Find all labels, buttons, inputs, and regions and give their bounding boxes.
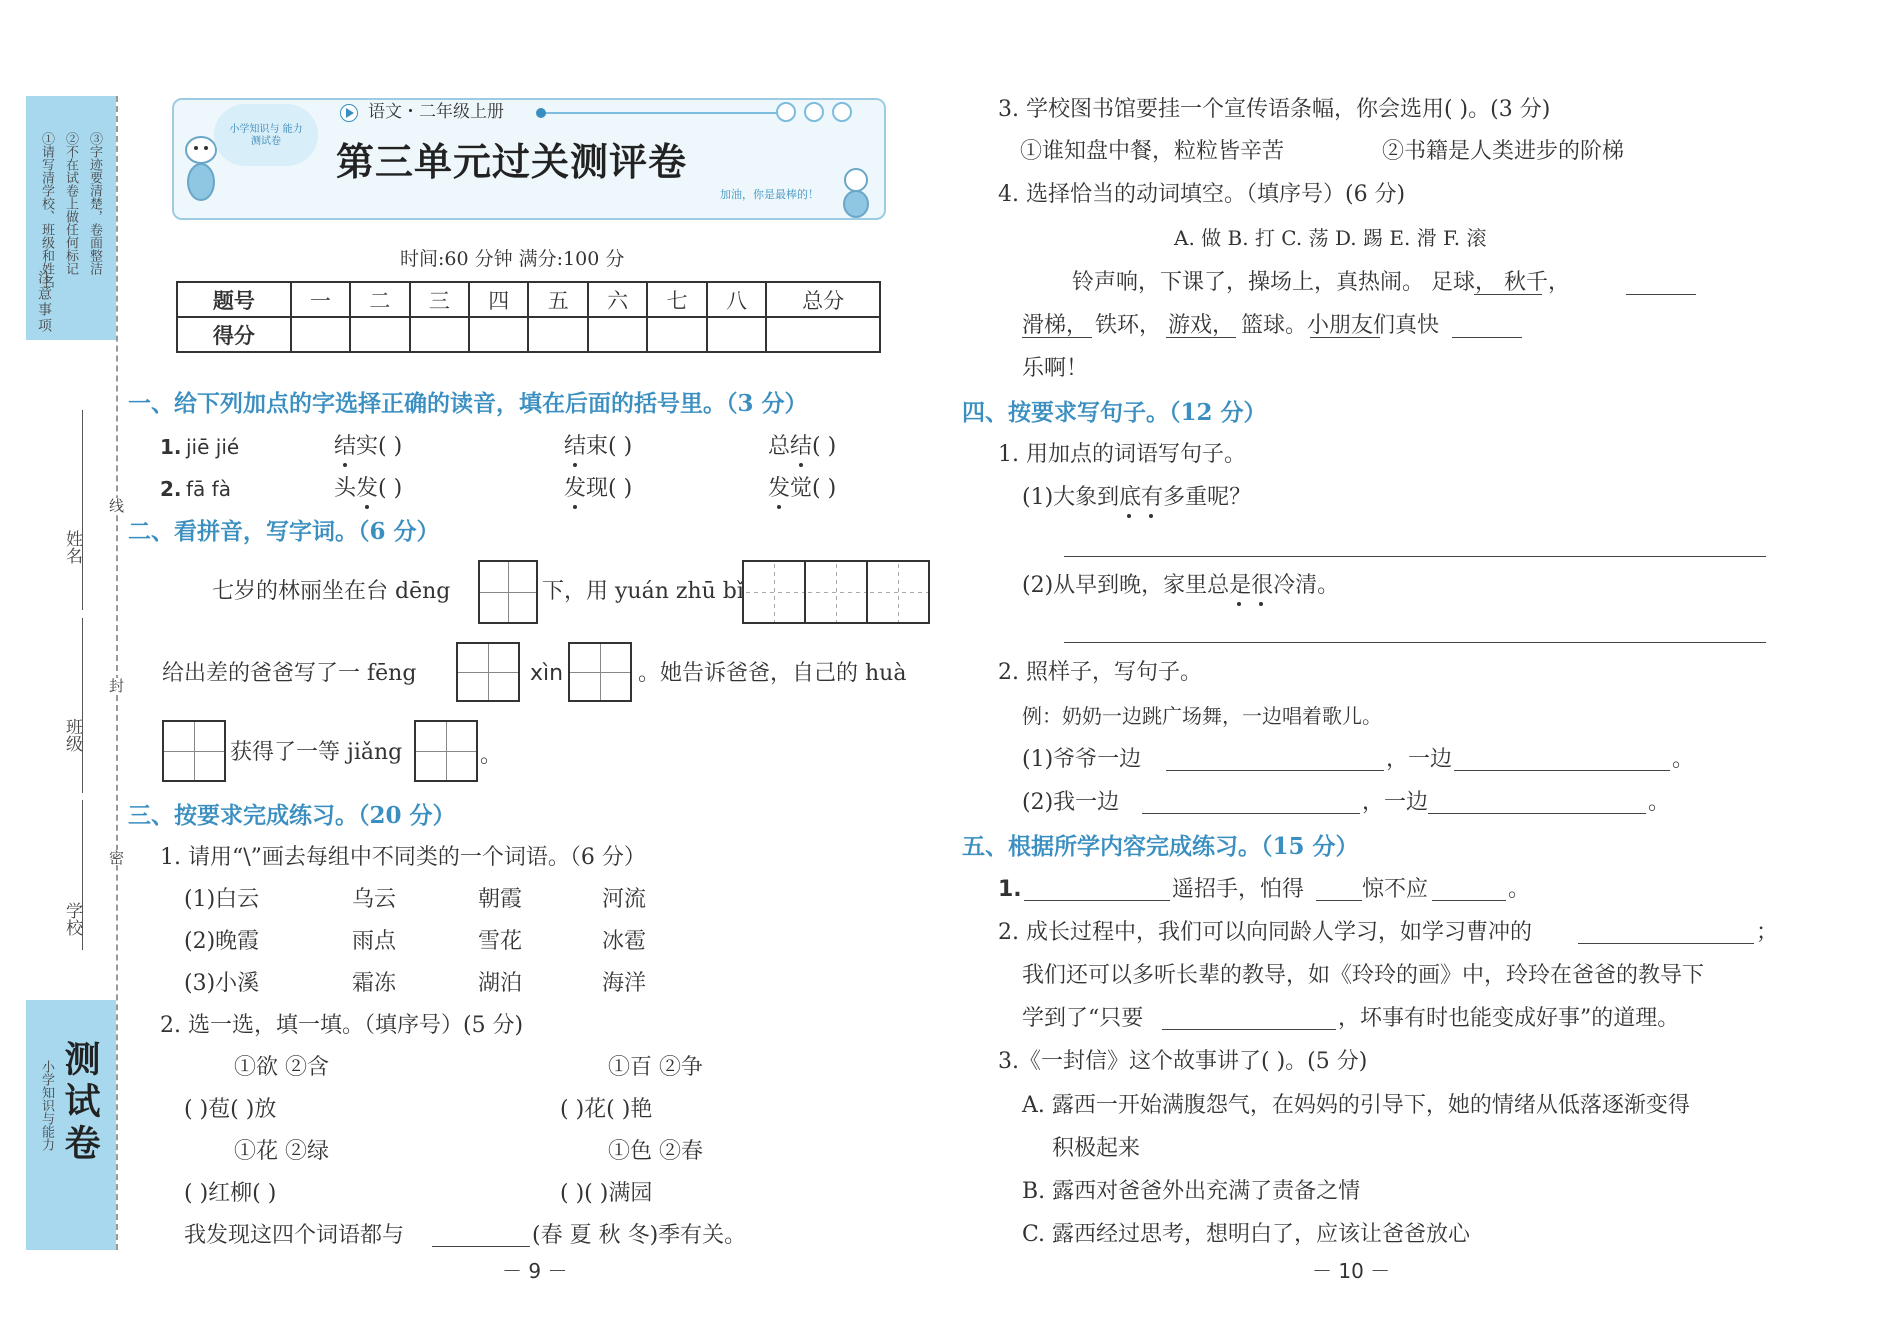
rule-dot [536, 108, 546, 118]
score-cell[interactable] [410, 317, 469, 352]
group-word: 乌云 [352, 887, 397, 912]
emphasis-dot [1127, 514, 1131, 518]
s5-q2-a: 2. 成长过程中，我们可以向同龄人学习，如学习曹冲的 [998, 920, 1532, 945]
s2-line3b: 。 [480, 743, 503, 768]
answer-line[interactable] [1432, 900, 1506, 901]
s4-q2: 2. 照样子，写句子。 [998, 660, 1202, 685]
s1-q1-word1: 结实( ) [334, 434, 403, 459]
emphasis-dot [1149, 514, 1153, 518]
conclusion-b: (春 夏 秋 冬)季有关。 [532, 1223, 747, 1248]
answer-line[interactable] [1452, 337, 1522, 338]
fill-blank[interactable]: ( )苞( )放 [184, 1097, 277, 1122]
answer-line[interactable] [1162, 1029, 1336, 1030]
answer-line[interactable] [1626, 294, 1696, 295]
s2-line1a: 七岁的林丽坐在台 dēng [212, 579, 451, 604]
brand-small: 小学知识与能力 [39, 1060, 54, 1151]
score-value-row [177, 317, 880, 352]
s2-line1b: 下，用 yuán zhū bǐ [542, 579, 744, 604]
cut-mark-mi: 密 [107, 850, 125, 865]
s5-q2-line3a: 学到了“只要 [1022, 1006, 1144, 1031]
answer-line[interactable] [1166, 770, 1384, 771]
flower-icon-2 [804, 102, 824, 122]
exam-info: 时间:60 分钟 满分:100 分 [400, 248, 625, 270]
s5-q2-b: ； [1756, 920, 1779, 945]
s1-q2-num: 2. [160, 477, 182, 501]
s3-q1: 1. 请用“\”画去每组中不同类的一个词语。（6 分） [160, 845, 646, 870]
s1-q2-pinyin: fā fà [186, 477, 231, 501]
score-header-cell: 二 [350, 282, 409, 317]
section-3-title: 三、按要求完成练习。（20 分） [128, 802, 456, 829]
option-set: ①色 ②春 [608, 1139, 703, 1164]
s1-q1-num: 1. [160, 435, 182, 459]
s3-q2: 2. 选一选，填一填。（填序号）(5 分) [160, 1013, 524, 1038]
answer-line[interactable] [1022, 337, 1092, 338]
emphasis-dot [343, 463, 347, 467]
cut-line [116, 96, 118, 1250]
score-header-cell: 四 [469, 282, 528, 317]
group-word: 河流 [602, 887, 647, 912]
s4-e1c: 。 [1672, 747, 1695, 772]
answer-line[interactable] [1316, 900, 1362, 901]
score-cell[interactable] [647, 317, 706, 352]
char-box-group[interactable] [742, 560, 930, 624]
answer-line[interactable] [1024, 900, 1170, 901]
r-q4-options: A. 做 B. 打 C. 荡 D. 踢 E. 滑 F. 滚 [1174, 226, 1487, 250]
section-5-title: 五、根据所学内容完成练习。（15 分） [962, 833, 1359, 860]
s5-q2-line3b: ，坏事有时也能变成好事”的道理。 [1338, 1006, 1680, 1031]
s5-q1-c: 惊不应 [1362, 877, 1429, 902]
answer-line[interactable] [1454, 770, 1670, 771]
emphasis-dot [573, 463, 577, 467]
s5-q1-b: 遥招手，怕得 [1172, 877, 1305, 902]
score-header-cell: 一 [291, 282, 350, 317]
s1-q1-pinyin: jiē jié [186, 435, 240, 459]
score-cell[interactable] [291, 317, 350, 352]
answer-line[interactable] [1064, 642, 1766, 643]
s1-q2-word3: 发觉( ) [768, 476, 837, 501]
s5-q1-d: 。 [1508, 877, 1531, 902]
s2-line2a: 给出差的爸爸写了一 fēng [162, 661, 417, 686]
fill-blank[interactable]: ( )花( )艳 [560, 1097, 653, 1122]
s4-e2b: ，一边 [1362, 790, 1429, 815]
mascot-right-icon [836, 166, 876, 218]
r-q4: 4. 选择恰当的动词填空。（填序号）(6 分) [998, 182, 1406, 207]
score-cell[interactable] [766, 317, 880, 352]
score-cell[interactable] [350, 317, 409, 352]
group-word: 海洋 [602, 971, 647, 996]
r-q4-line3: 乐啊！ [1022, 356, 1089, 381]
s5-q1-num: 1. [998, 877, 1022, 902]
cut-mark-xian: 线 [107, 498, 125, 513]
s2-line3a: 获得了一等 jiǎng [230, 740, 403, 765]
group-word: (2)晚霞 [184, 929, 260, 954]
r-q4-line2: 滑梯， 铁环， 游戏， 篮球。小朋友们真快 [1022, 313, 1439, 338]
option-set: ①花 ②绿 [234, 1139, 329, 1164]
s5-q3-option-c: C. 露西经过思考，想明白了，应该让爸爸放心 [1022, 1222, 1471, 1247]
s4-q1: 1. 用加点的词语写句子。 [998, 442, 1246, 467]
header-rule [540, 112, 780, 114]
score-header-cell: 八 [707, 282, 766, 317]
note-3: ③字迹要清楚，卷面整洁 [87, 132, 102, 275]
name-label: 姓名 [62, 530, 82, 564]
school-label: 学校 [62, 902, 82, 936]
page-number-right: － 10 － [1312, 1259, 1391, 1283]
s4-e1b: ，一边 [1386, 747, 1453, 772]
group-word: 冰雹 [602, 929, 647, 954]
score-cell[interactable] [528, 317, 587, 352]
char-box[interactable] [162, 720, 226, 782]
group-word: (3)小溪 [184, 971, 260, 996]
emphasis-dot [799, 463, 803, 467]
emphasis-dot [1259, 602, 1263, 606]
score-cell[interactable] [707, 317, 766, 352]
answer-line[interactable] [432, 1246, 530, 1247]
score-label-cell: 得分 [177, 317, 291, 352]
page-number-left: － 9 － [502, 1259, 568, 1283]
answer-line[interactable] [1064, 556, 1766, 557]
char-box[interactable] [456, 642, 520, 702]
school-line [82, 800, 83, 950]
s1-q1-word2: 结束( ) [564, 434, 633, 459]
group-word: 雪花 [478, 929, 523, 954]
answer-line[interactable] [1310, 337, 1380, 338]
fill-blank[interactable]: ( )红柳( ) [184, 1181, 277, 1206]
option-set: ①百 ②争 [608, 1055, 703, 1080]
group-word: 霜冻 [352, 971, 397, 996]
s5-q3: 3.《一封信》这个故事讲了( )。(5 分) [998, 1049, 1368, 1074]
score-header-cell: 总分 [766, 282, 880, 317]
class-line [82, 618, 83, 793]
s5-q2-line2: 我们还可以多听长辈的教导，如《玲玲的画》中，玲玲在爸爸的教导下 [1022, 963, 1705, 988]
group-word: (1)白云 [184, 887, 260, 912]
score-cell[interactable] [469, 317, 528, 352]
group-word: 雨点 [352, 929, 397, 954]
subject-label: 语文・二年级上册 [368, 102, 504, 122]
conclusion-a: 我发现这四个词语都与 [184, 1223, 405, 1248]
emphasis-dot [1237, 602, 1241, 606]
s4-e2c: 。 [1648, 790, 1671, 815]
score-header-cell: 七 [647, 282, 706, 317]
score-header-row [177, 282, 880, 317]
exam-title: 第三单元过关测评卷 [336, 139, 688, 184]
cut-mark-feng: 封 [107, 678, 125, 693]
s2-line2b: xìn [530, 661, 564, 686]
flower-icon-3 [832, 102, 852, 122]
notes-label: 注意事项 [36, 270, 52, 334]
s1-q2-word1: 头发( ) [334, 476, 403, 501]
char-box[interactable] [568, 642, 632, 702]
s5-q3-option-b: B. 露西对爸爸外出充满了责备之情 [1022, 1179, 1361, 1204]
answer-line[interactable] [1578, 943, 1754, 944]
r-q3-option-b: ②书籍是人类进步的阶梯 [1382, 139, 1625, 164]
fill-blank[interactable]: ( )( )满园 [560, 1181, 653, 1206]
emphasis-dot [777, 505, 781, 509]
s1-q2-word2: 发现( ) [564, 476, 633, 501]
s1-q1-word3: 总结( ) [768, 434, 837, 459]
s5-q3-option-a2: 积极起来 [1052, 1136, 1141, 1161]
answer-line[interactable] [1428, 813, 1646, 814]
group-word: 湖泊 [478, 971, 523, 996]
answer-line[interactable] [1142, 813, 1360, 814]
score-header-cell: 三 [410, 282, 469, 317]
note-1: ①请写清学校、班级和姓名 [39, 132, 54, 288]
cloud-text: 小学知识与 能力测试卷 [229, 124, 303, 147]
r-q3: 3. 学校图书馆要挂一个宣传语条幅，你会选用( )。(3 分) [998, 97, 1551, 122]
answer-line[interactable] [1474, 294, 1542, 295]
s5-q3-option-a1: A. 露西一开始满腹怨气，在妈妈的引导下，她的情绪从低落逐渐变得 [1022, 1093, 1690, 1118]
score-table [176, 281, 881, 353]
subject-play-icon [340, 104, 358, 122]
s2-line2c: 。她告诉爸爸，自己的 huà [638, 661, 907, 686]
name-line [82, 410, 83, 610]
group-word: 朝霞 [478, 887, 523, 912]
s4-example: 例：奶奶一边跳广场舞，一边唱着歌儿。 [1022, 704, 1382, 728]
option-set: ①欲 ②含 [234, 1055, 329, 1080]
score-cell[interactable] [588, 317, 647, 352]
score-header-cell: 五 [528, 282, 587, 317]
section-4-title: 四、按要求写句子。（12 分） [962, 399, 1267, 426]
char-box[interactable] [414, 720, 478, 782]
cheer-text: 加油，你是最棒的！ [720, 188, 819, 201]
class-label: 班级 [62, 718, 82, 752]
score-header-cell: 题号 [177, 282, 291, 317]
s4-q1-b: (2)从早到晚，家里总是很冷清。 [1022, 573, 1340, 598]
char-box[interactable] [478, 560, 538, 624]
s4-e2a: (2)我一边 [1022, 790, 1120, 815]
note-2: ②不在试卷上做任何标记 [63, 132, 78, 275]
emphasis-dot [365, 505, 369, 509]
s4-e1a: (1)爷爷一边 [1022, 747, 1142, 772]
s4-q1-a: (1)大象到底有多重呢？ [1022, 485, 1252, 510]
score-header-cell: 六 [588, 282, 647, 317]
brand-big: 测试卷 [59, 1040, 101, 1166]
r-q3-option-a: ①谁知盘中餐，粒粒皆辛苦 [1020, 139, 1285, 164]
emphasis-dot [573, 505, 577, 509]
section-2-title: 二、看拼音，写字词。（6 分） [128, 518, 440, 545]
r-q4-line1: 铃声响，下课了，操场上，真热闹。 足球， 秋千， [1072, 270, 1570, 295]
flower-icon-1 [776, 102, 796, 122]
section-1-title: 一、给下列加点的字选择正确的读音，填在后面的括号里。（3 分） [128, 390, 808, 417]
answer-line[interactable] [1166, 337, 1236, 338]
